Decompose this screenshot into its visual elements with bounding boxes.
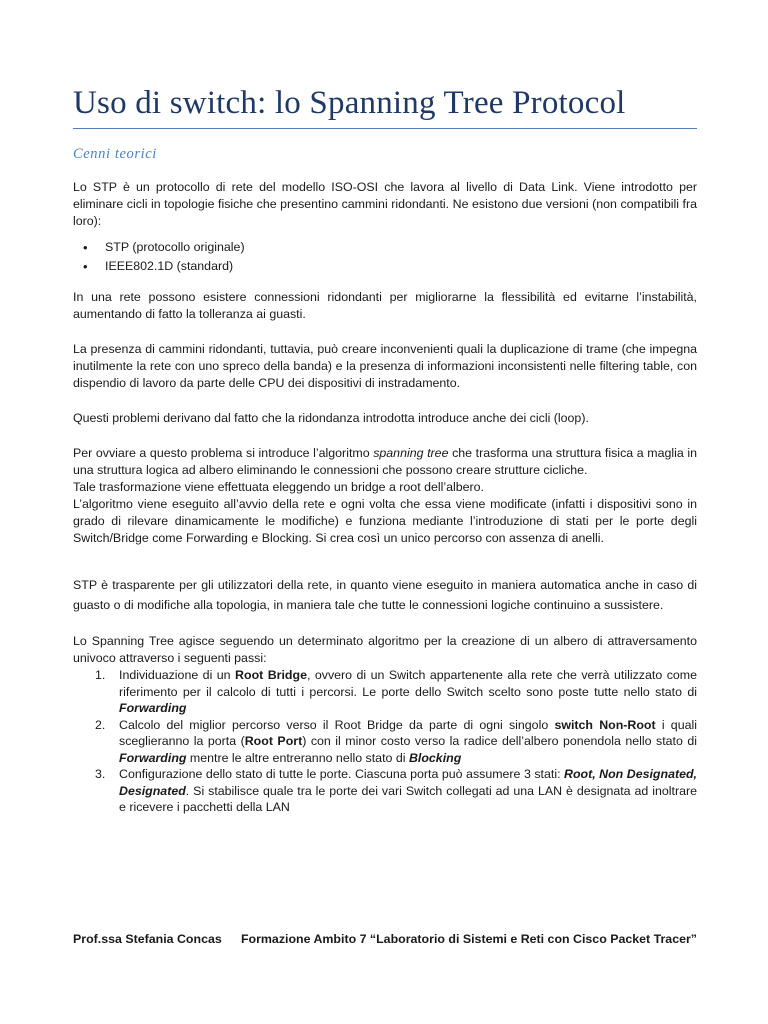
- paragraph-root-election: Tale trasformazione viene effettuata eleggendo un bridge a root dell’albero.: [73, 480, 485, 494]
- versions-list: [73, 238, 697, 276]
- paragraph-loops: Questi problemi derivano dal fatto che la ridondanza introdotta introduce anche dei cicli (loop).: [73, 411, 589, 425]
- footer-author: Prof.ssa Stefania Concas: [73, 932, 222, 946]
- body-block-2: [73, 576, 697, 816]
- footer-course: Formazione Ambito 7 “Laboratorio di Sistemi e Reti con Cisco Packet Tracer”: [240, 932, 697, 946]
- list-item: • IEEE802.1D (standard): [73, 257, 697, 276]
- paragraph-redundancy: In una rete possono esistere connessioni ridondanti per migliorarne la flessibilità ed evitarne l’instabilità, aumentando di fatto la tolleranza ai guasti.: [73, 290, 697, 321]
- list-item: 1. Individuazione di un Root Bridge, ovvero di un Switch appartenente alla rete che verrà utilizzato come riferimento per il calcolo di tutti i percorsi. Le porte dello Switch scelto sono poste tutte nello stato di Forwarding: [95, 668, 697, 715]
- section-heading: Cenni teorici: [73, 146, 157, 162]
- steps-list: [73, 667, 697, 816]
- list-item: 3. Configurazione dello stato di tutte le porte. Ciascuna porta può assumere 3 stati: Root, Non Designated, Designated. Si stabilisce quale tra le porte dei vari Switch collegati ad una LAN è designata ad inoltrare e ricevere i pacchetti della LAN: [95, 767, 697, 814]
- page-footer: [73, 932, 697, 946]
- list-item: • STP (protocollo originale): [73, 238, 697, 257]
- page-title: Uso di switch: lo Spanning Tree Protocol: [73, 84, 697, 129]
- paragraph-steps-intro: Lo Spanning Tree agisce seguendo un determinato algoritmo per la creazione di un albero di attraversamento univoco attraverso i seguenti passi:: [73, 634, 697, 665]
- paragraph-transparency: STP è trasparente per gli utilizzatori della rete, in quanto viene eseguito in maniera automatica anche in caso di guasto o di modifiche alla topologia, in maniera tale che tutte le connessioni logiche continuino a sussistere.: [73, 578, 697, 612]
- paragraph-algorithm: Per ovviare a questo problema si introduce l’algoritmo spanning tree che trasforma una struttura fisica a maglia in una struttura logica ad albero eliminando le connessioni che possono creare strutture cicliche.: [73, 446, 698, 477]
- list-item: 2. Calcolo del miglior percorso verso il Root Bridge da parte di ogni singolo switch Non-Root i quali sceglieranno la porta (Root Port) con il minor costo verso la radice dell’albero ponendola nello stato di Forwarding mentre le altre entreranno nello stato di Blocking: [95, 717, 697, 765]
- paragraph-execution: L’algoritmo viene eseguito all’avvio della rete e ogni volta che essa viene modificate (infatti i dispositivi sono in grado di rilevare dinamicamente le modifiche) e funziona mediante l’introduzione di stati per le porte degli Switch/Bridge come Forwarding e Blocking. Si crea così un unico percorso con assenza di anelli.: [73, 497, 697, 545]
- body-block-1: [73, 179, 697, 547]
- paragraph-problems: La presenza di cammini ridondanti, tuttavia, può creare inconvenienti quali la duplicazione di trame (che impegna inutilmente la rete con uno spreco della banda) e la presenza di informazioni inconsistenti nelle filtering table, con dispendio di lavoro da parte delle CPU dei dispositivi di instradamento.: [73, 342, 697, 390]
- paragraph-intro: Lo STP è un protocollo di rete del modello ISO-OSI che lavora al livello di Data Link. Viene introdotto per eliminare cicli in topologie fisiche che presentino cammini ridondanti. Ne esistono due versioni (non compatibili fra loro):: [73, 180, 697, 228]
